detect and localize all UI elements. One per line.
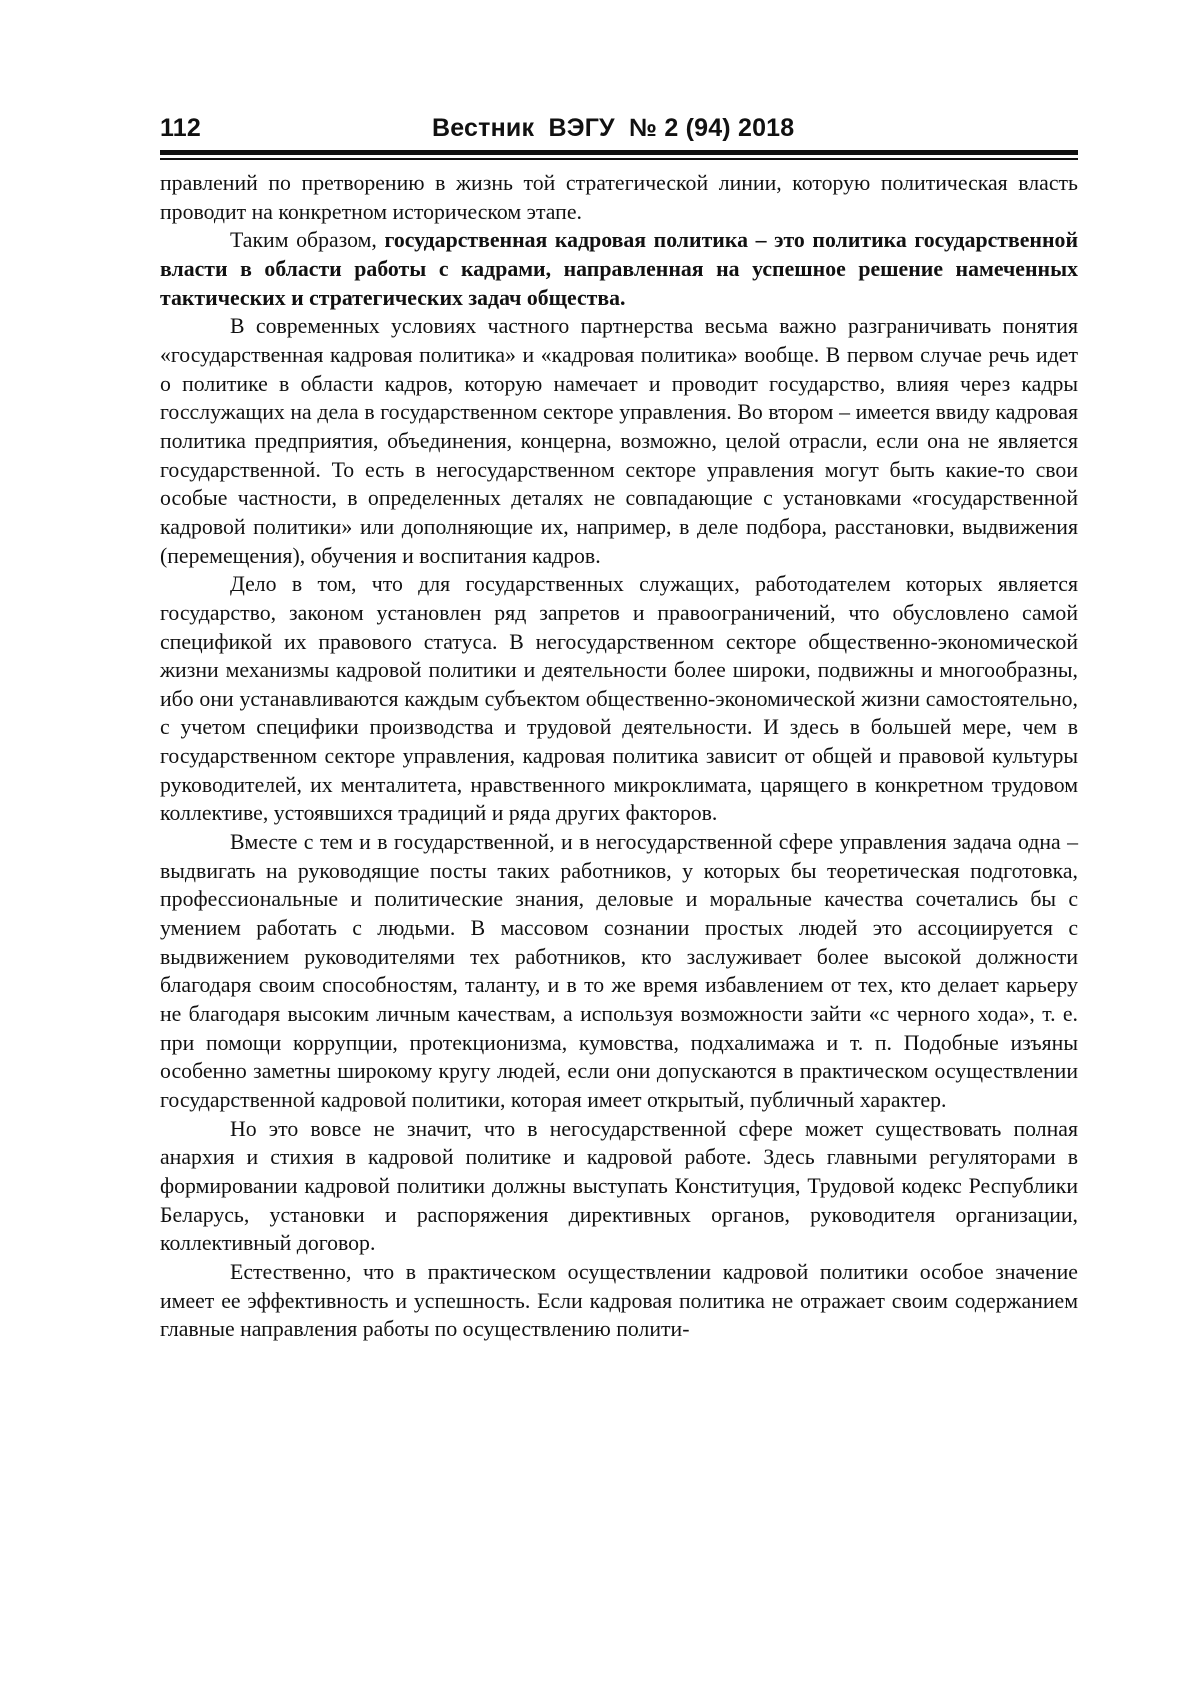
header-rule-thin [160, 158, 1078, 160]
header-rule-thick [160, 150, 1078, 155]
definition-lead: Таким образом, [230, 228, 385, 253]
definition-bold: государственная кадровая политика – это политика государственной власти в области работы с кадрами, направленная на успешное решение намеченных тактических и стратегических задач общества. [160, 228, 1078, 310]
paragraph: Дело в том, что для государственных служащих, работодателем которых является государство, законом установлен ряд запретов и правоограничений, что обусловлено самой спецификой их правового статуса. В негосударственном секторе общественно-экономической жизни механизмы кадровой политики и деятельности более широки, подвижны и многообразны, ибо они устанавливаются каждым субъектом общественно-экономической жизни самостоятельно, с учетом специфики производства и трудовой деятельности. И здесь в большей мере, чем в государственном секторе управления, кадровая политика зависит от общей и правовой культуры руководителей, их менталитета, нравственного микроклимата, царящего в конкретном трудовом коллективе, устоявшихся традиций и ряда других факторов. [160, 572, 1078, 826]
paragraph: В современных условиях частного партнерства весьма важно разграничивать понятия «государственная кадровая политика» и «кадровая политика» вообще. В первом случае речь идет о политике в области кадров, которую намечает и проводит государство, влияя через кадры госслужащих на дела в государственном секторе управления. Во втором – имеется ввиду кадровая политика предприятия, объединения, концерна, возможно, целой отрасли, если она не является государственной. То есть в негосударственном секторе управления могут быть какие-то свои особые частности, в определенных деталях не совпадающие с установками «государственной кадровой политики» или дополняющие их, например, в деле подбора, расстановки, выдвижения (перемещения), обучения и воспитания кадров. [160, 314, 1078, 568]
page-number: 112 [160, 114, 201, 142]
paragraph-continuation: правлений по претворению в жизнь той стратегической линии, которую политическая власть проводит на конкретном историческом этапе. [160, 171, 1078, 224]
running-header [160, 114, 1078, 150]
paragraph: Естественно, что в практическом осуществлении кадровой политики особое значение имеет ее эффективность и успешность. Если кадровая политика не отражает своим содержанием главные направления работы по осуществлению полити- [160, 1259, 1078, 1342]
paragraph-definition [160, 226, 1078, 312]
paragraph: Вместе с тем и в государственной, и в негосударственной сфере управления задача одна – выдвигать на руководящие посты таких работников, у которых бы теоретическая подготовка, профессиональные и политические знания, деловые и моральные качества сочетались бы с умением работать с людьми. В массовом сознании простых людей это ассоциируется с выдвижением руководителями тех работников, кто заслуживает более высокой должности благодаря своим способностям, таланту, и в то же время избавлением от тех, кто делает карьеру не благодаря высоким личным качествам, а используя возможности зайти «с черного хода», т. е. при помощи коррупции, протекционизма, кумовства, подхалимажа и т. п. Подобные изъяны особенно заметны широкому кругу людей, если они допускаются в практическом осуществлении государственной кадровой политики, которая имеет открытый, публичный характер. [160, 830, 1078, 1112]
paragraph: Но это вовсе не значит, что в негосударственной сфере может существовать полная анархия и стихия в кадровой политике и кадровой работе. Здесь главными регуляторами в формировании кадровой политики должны выступать Конституция, Трудовой кодекс Республики Беларусь, установки и распоряжения директивных органов, руководителя организации, коллективный договор. [160, 1116, 1078, 1256]
journal-title: Вестник ВЭГУ № 2 (94) 2018 [432, 114, 795, 142]
article-body [160, 169, 1078, 1344]
